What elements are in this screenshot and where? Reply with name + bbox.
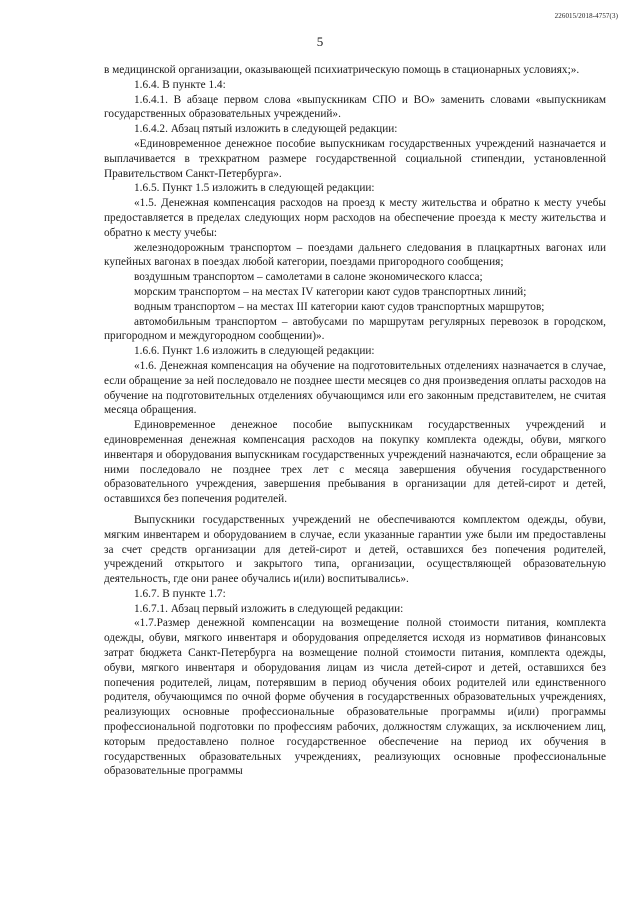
- transport-air: воздушным транспортом – самолетами в салоне экономического класса;: [134, 271, 483, 284]
- clause-1-6-6: 1.6.6. Пункт 1.6 изложить в следующей редакции:: [134, 345, 375, 358]
- quoted-paragraph: «Единовременное денежное пособие выпускникам государственных учреждений назначается и выплачивается в трехкратном размере государственной социальной стипендии, установленной Правительством Санкт-Петербурга».: [104, 137, 606, 180]
- quoted-clause-1-7: «1.7.Размер денежной компенсации на возмещение полной стоимости питания, комплекта одежды, обуви, мягкого инвентаря и оборудования определяется исходя из нормативов финансовых затрат бюджета Санкт-Петербурга на возмещение полной стоимости питания, комплекта одежды, обуви, мягкого инвентаря и оборудования лицам из числа детей-сирот и детей, оставшихся без попечения родителей, лицам, потерявшим в период обучения обоих родителей или единственного родителя, обучающимся по очной форме обучения в государственных образовательных учреждениях, реализующих основные профессиональные образовательные программы и(или) программы профессиональной подготовки по профессиям рабочих, должностям служащих, за исключением лиц, которым предоставлено полное государственное обеспечение на период их обучения в государственных образовательных учреждениях, реализующих основные профессиональные образовательные программы: [104, 617, 606, 778]
- clause-1-6-4: 1.6.4. В пункте 1.4:: [134, 78, 226, 91]
- graduates-not-provided-paragraph: Выпускники государственных учреждений не обеспечиваются комплектом одежды, обуви, мягким инвентарем и оборудованием в случае, если указанные гарантии уже были им предоставлены за счет средств организации для детей-сирот и детей, оставшихся без попечения родителей, учреждений открытого и закрытого типа, организации, осуществляющей образовательную деятельность, где они ранее обучались и(или) воспитывались».: [104, 513, 606, 586]
- clause-1-6-4-2: 1.6.4.2. Абзац пятый изложить в следующей редакции:: [134, 123, 398, 136]
- document-registration-number: 226015/2018-4757(3): [554, 12, 618, 20]
- page-number: 5: [316, 34, 324, 49]
- clause-1-6-7-1: 1.6.7.1. Абзац первый изложить в следующей редакции:: [134, 602, 404, 615]
- paragraph-continuation: в медицинской организации, оказывающей психиатрическую помощь в стационарных условиях;».: [104, 64, 580, 76]
- quoted-clause-1-5: «1.5. Денежная компенсация расходов на проезд к месту жительства и обратно к месту учебы предоставляется в пределах следующих норм расходов на обеспечение проезда к месту жительства и обратно к месту учебы:: [104, 197, 606, 239]
- transport-rail: железнодорожным транспортом – поездами дальнего следования в плацкартных вагонах или купейных вагонах в поездах любой категории, поездами пригородного сообщения;: [104, 241, 606, 269]
- document-body: [104, 63, 606, 779]
- graduate-allowance-paragraph: Единовременное денежное пособие выпускникам государственных учреждений и единовременная денежная компенсация расходов на покупку комплекта одежды, обуви, мягкого инвентаря и оборудования выпускникам государственных учреждений назначаются, если обращение за ними последовало не позднее трех лет с месяца завершения обучения государственного образовательного учреждения, завершения пребывания в организации для детей-сирот и детей, оставшихся без попечения родителей.: [104, 419, 606, 506]
- transport-road: автомобильным транспортом – автобусами по маршрутам регулярных перевозок в городском, пригородном и междугородном сообщении)».: [104, 315, 606, 343]
- transport-water: водным транспортом – на местах III категории кают судов транспортных маршрутов;: [134, 300, 545, 313]
- clause-1-6-5: 1.6.5. Пункт 1.5 изложить в следующей редакции:: [134, 182, 375, 195]
- quoted-clause-1-6: «1.6. Денежная компенсация на обучение на подготовительных отделениях назначается в случае, если обращение за ней последовало не позднее шести месяцев со дня произведения оплаты расходов на обучение на подготовительных отделениях обучающимся или его законным представителем, не считая месяца обращения.: [104, 359, 606, 417]
- clause-1-6-7: 1.6.7. В пункте 1.7:: [134, 587, 226, 600]
- transport-sea: морским транспортом – на местах IV категории кают судов транспортных линий;: [134, 285, 527, 298]
- clause-1-6-4-1: 1.6.4.1. В абзаце первом слова «выпускникам СПО и ВО» заменить словами «выпускникам государственных образовательных учреждений».: [104, 93, 606, 121]
